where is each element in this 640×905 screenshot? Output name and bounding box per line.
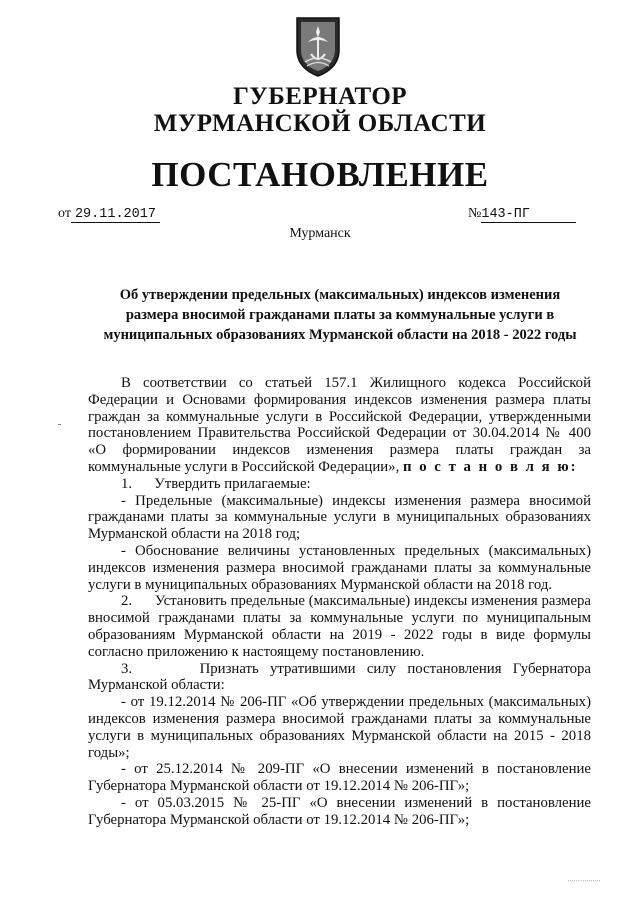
document-number [468,206,576,223]
item-3-subitem: - от 25.12.2014 № 209-ПГ «О внесении изменений в постановление Губернатора Мурманской области от 19.12.2014 № 206-ПГ»; [88,761,591,795]
scan-mark [58,424,61,425]
subject-line: муниципальных образованиях Мурманской области на 2018 - 2022 годы [103,327,577,343]
scan-artifact: '''''''''''''''' [568,880,602,886]
preamble-paragraph [88,375,591,476]
governor-heading-line1: ГУБЕРНАТОР [232,83,408,110]
document-body [88,375,591,829]
subject-line: размера вносимой гражданами платы за коммунальные услуги в [125,307,555,323]
document-city: Мурманск [289,226,351,241]
preamble-text: В соответствии со статьей 157.1 Жилищного кодекса Российской Федерации и Основами формирования индексов изменения размера платы граждан за коммунальные услуги в Российской Федерации, утвержденными постановлением Правительства Российской Федерации от 30.04.2014 № 400 «О формировании индексов изменения размера платы граждан за коммунальные услуги в Российской Федерации», [88,375,591,475]
item-3-subitem: - от 05.03.2015 № 25-ПГ «О внесении изменений в постановление Губернатора Мурманской области от 19.12.2014 № 206-ПГ»; [88,794,591,828]
date-prefix: от [58,206,71,221]
item-1-subitem: - Предельные (максимальные) индексы изменения размера вносимой гражданами платы за коммунальные услуги в муниципальных образованиях Мурманской области на 2018 год; [88,492,591,543]
item-1: 1. Утвердить прилагаемые: [121,475,311,492]
decree-word: п о с т а н о в л я ю: [402,458,578,475]
date-value: 29.11.2017 [71,207,160,223]
number-value: 143-ПГ [481,207,576,223]
coat-of-arms-emblem [293,14,343,78]
document-subject [98,285,582,345]
item-3-subitem: - от 19.12.2014 № 206-ПГ «Об утверждении предельных (максимальных) индексов изменения размера вносимой гражданами платы за коммунальные услуги в муниципальных образованиях Мурманской области на 2015 - 2018 годы»; [88,694,591,761]
subject-line: Об утверждении предельных (максимальных) индексов изменения [119,287,561,303]
document-type-title: ПОСТАНОВЛЕНИЕ [151,155,489,194]
item-2: 2. Установить предельные (максимальные) индексы изменения размера вносимой гражданами платы за коммунальные услуги по муниципальным образованиям Мурманской области на 2019 - 2022 годы в виде формулы согласно приложению к настоящему постановлению. [88,593,591,660]
governor-heading-line2: МУРМАНСКОЙ ОБЛАСТИ [153,110,487,137]
number-prefix: № [468,206,482,221]
item-3: 3. Признать утратившими силу постановления Губернатора Мурманской области: [88,660,591,694]
item-1-subitem: - Обоснование величины установленных предельных (максимальных) индексов изменения размера вносимой гражданами платы за коммунальные услуги в муниципальных образованиях Мурманской области на 2018 год. [88,542,591,593]
document-date [58,206,160,222]
